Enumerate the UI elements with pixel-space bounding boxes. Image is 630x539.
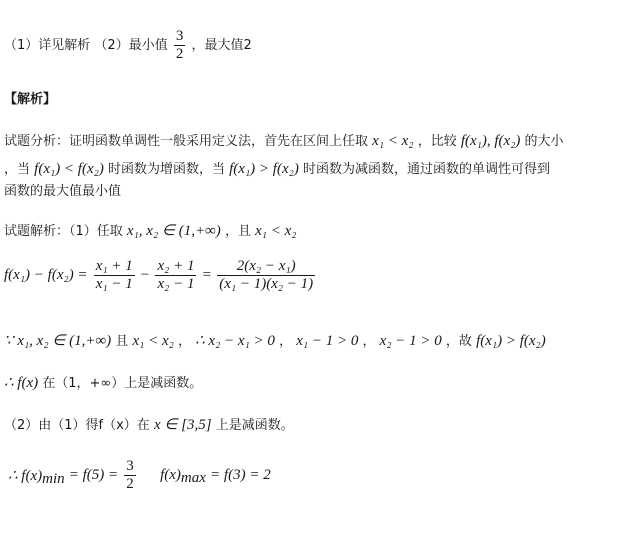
since-text-1: 且	[115, 334, 129, 349]
difference-equation	[4, 258, 317, 293]
final-min-fx	[8, 468, 65, 487]
eq-equals: =	[202, 267, 212, 283]
answer-part1: （1）详见解析	[4, 38, 91, 53]
analysis-text-3: 的大小	[524, 134, 564, 149]
final-min-numerator: 3	[126, 458, 134, 474]
analysis-label: 试题分析：	[4, 134, 70, 149]
final-min-fraction	[124, 458, 136, 493]
answer-line	[4, 28, 252, 63]
solution-math-1: x₁, x₂ ∈ (1,+∞)	[126, 223, 221, 239]
since-line	[4, 330, 546, 350]
since-math-5: x₂ − 1 > 0	[379, 333, 442, 349]
since-text-2: ，	[177, 334, 191, 349]
final-min-subscript: min	[42, 471, 65, 487]
final-max-subscript: max	[180, 470, 206, 486]
since-math-1: ∵ x₁, x₂ ∈ (1,+∞)	[4, 333, 112, 349]
since-math-2: x₁ < x₂	[132, 333, 174, 349]
analysis-line-3: 函数的最大值最小值	[4, 184, 122, 199]
final-max-fx	[160, 467, 206, 486]
part2-line	[4, 414, 294, 434]
section-title: 【解析】	[4, 92, 57, 107]
final-min-eq: = f(5) =	[68, 467, 119, 483]
analysis-line-2	[4, 158, 550, 178]
solution-math-2: x₁ < x₂	[255, 223, 297, 239]
eq-fraction-1-num: x₁ + 1	[95, 258, 133, 274]
eq-fraction-2-num: x₂ + 1	[157, 258, 195, 274]
conclusion-text: 在（1，+∞）上是减函数。	[42, 376, 203, 391]
conclusion-math: ∴ f(x)	[4, 375, 39, 391]
since-math-6: f(x₁) > f(x₂)	[476, 333, 546, 349]
part2-text-1: （2）由（1）得f（x）在	[4, 418, 150, 433]
final-max-eq: = f(3) = 2	[210, 467, 271, 483]
answer-max: ，最大值2	[191, 38, 252, 53]
analysis-math-4: f(x₁) > f(x₂)	[229, 161, 299, 177]
analysis-math-2: f(x₁), f(x₂)	[460, 133, 521, 149]
eq-fraction-1-den: x₁ − 1	[95, 276, 133, 292]
min-denominator: 2	[175, 46, 184, 62]
min-value-fraction	[174, 28, 186, 63]
eq-fraction-3	[217, 258, 315, 293]
solution-text-1: ，且	[224, 224, 251, 239]
eq-fraction-2-den: x₂ − 1	[157, 276, 195, 292]
eq-fraction-3-den: (x₁ − 1)(x₂ − 1)	[219, 276, 314, 292]
analysis-text-1: 证明函数单调性一般采用定义法，首先在区间上任取	[69, 134, 369, 149]
analysis-math-3: f(x₁) < f(x₂)	[34, 161, 104, 177]
conclusion-line	[4, 372, 202, 392]
final-min-denominator: 2	[126, 476, 134, 492]
since-math-3: ∴ x₂ − x₁ > 0	[195, 333, 275, 349]
analysis-math-1: x₁ < x₂	[372, 133, 414, 149]
part2-text-2: 上是减函数。	[215, 418, 294, 433]
solution-line	[4, 220, 296, 240]
analysis-text-2: ，比较	[417, 134, 457, 149]
part2-math: x ∈ [3,5]	[153, 417, 212, 433]
final-min-fx-text: ∴ f(x)	[8, 468, 43, 484]
eq-fraction-3-num: 2(x₂ − x₁)	[217, 258, 315, 276]
final-result	[8, 458, 271, 493]
analysis-text-5: 时函数为增函数，当	[107, 162, 225, 177]
eq-lhs: f(x₁) − f(x₂) =	[4, 267, 88, 283]
min-numerator: 3	[175, 28, 184, 44]
solution-label: 试题解析：（1）任取	[4, 224, 123, 239]
since-text-3: ，	[279, 334, 293, 349]
final-max-fx-text: f(x)	[160, 467, 181, 483]
analysis-text-6: 时函数为减函数，通过函数的单调性可得到	[302, 162, 550, 177]
eq-fraction-2	[155, 258, 196, 293]
since-text-4: ，	[362, 334, 376, 349]
eq-fraction-1	[94, 258, 135, 293]
analysis-text-4: ，当	[4, 162, 31, 177]
since-math-4: x₁ − 1 > 0	[296, 333, 359, 349]
since-text-5: ，故	[445, 334, 472, 349]
analysis-line-1	[4, 130, 564, 150]
answer-part2: （2）最小值	[94, 38, 168, 53]
eq-minus: −	[140, 267, 150, 283]
